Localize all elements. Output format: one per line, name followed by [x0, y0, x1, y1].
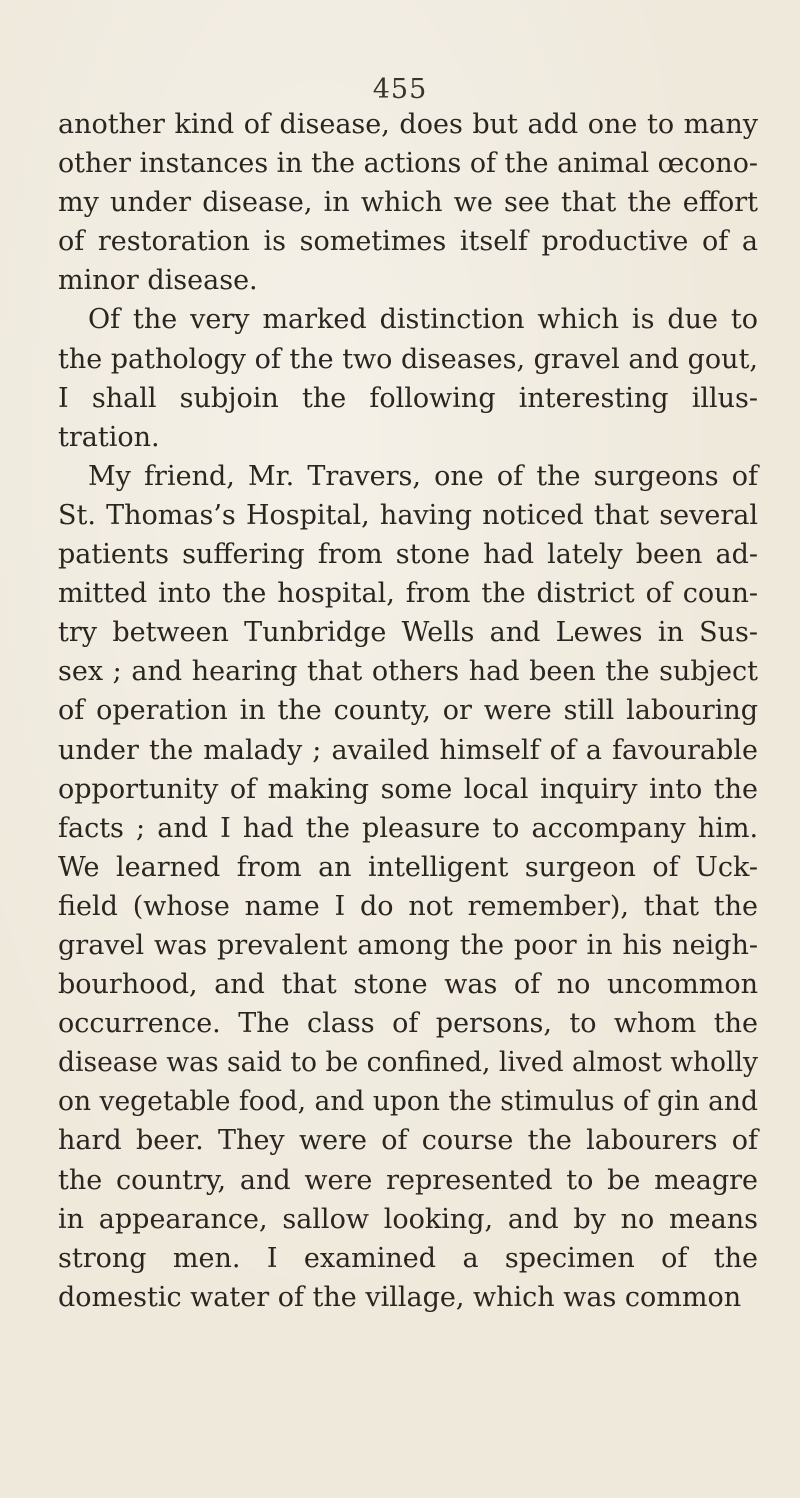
- text-line: occurrence. The class of persons, to whom the: [58, 1008, 758, 1040]
- text-line: under the malady ; availed himself of a favourable: [58, 734, 758, 766]
- text-line: disease was said to be confined, lived almost wholly: [58, 1047, 758, 1079]
- text-line: the country, and were represented to be meagre: [58, 1164, 758, 1196]
- text-line: patients suffering from stone had lately been ad-: [58, 539, 758, 571]
- text-line: I shall subjoin the following interesting illus-: [58, 382, 758, 414]
- text-line: mitted into the hospital, from the district of coun-: [58, 578, 758, 610]
- text-line: tration.: [58, 421, 160, 453]
- text-line: in appearance, sallow looking, and by no means: [58, 1203, 758, 1235]
- text-line: opportunity of making some local inquiry into the: [58, 773, 758, 805]
- text-line: bourhood, and that stone was of no uncommon: [58, 969, 758, 1001]
- text-line: other instances in the actions of the animal œcono-: [58, 148, 758, 180]
- text-line: My friend, Mr. Travers, one of the surgeons of: [88, 460, 758, 492]
- page-number: 455: [372, 74, 428, 105]
- text-line: sex ; and hearing that others had been the subject: [58, 656, 759, 688]
- text-line: gravel was prevalent among the poor in his neigh-: [58, 929, 758, 961]
- text-line: the pathology of the two diseases, gravel and gout,: [58, 343, 759, 375]
- text-line: Of the very marked distinction which is due to: [88, 304, 758, 336]
- text-line: We learned from an intelligent surgeon of Uck-: [58, 851, 759, 883]
- text-line: my under disease, in which we see that the effort: [58, 187, 758, 219]
- text-line: of restoration is sometimes itself productive of a: [58, 226, 759, 258]
- text-line: on vegetable food, and upon the stimulus of gin and: [58, 1086, 758, 1118]
- text-line: another kind of disease, does but add one to many: [58, 109, 759, 140]
- text-line: try between Tunbridge Wells and Lewes in Sus-: [58, 617, 759, 649]
- text-line: facts ; and I had the pleasure to accompany him.: [58, 812, 759, 844]
- text-line: of operation in the county, or were still labouring: [58, 695, 759, 727]
- text-line: field (whose name I do not remember), that the: [58, 890, 758, 922]
- text-line: minor disease.: [58, 265, 258, 297]
- text-line: St. Thomas’s Hospital, having noticed that several: [58, 499, 758, 531]
- text-line: hard beer. They were of course the labourers of: [58, 1125, 758, 1157]
- text-line: domestic water of the village, which was common: [58, 1281, 742, 1313]
- body-text: [58, 105, 758, 1317]
- text-line: strong men. I examined a specimen of the: [58, 1242, 758, 1274]
